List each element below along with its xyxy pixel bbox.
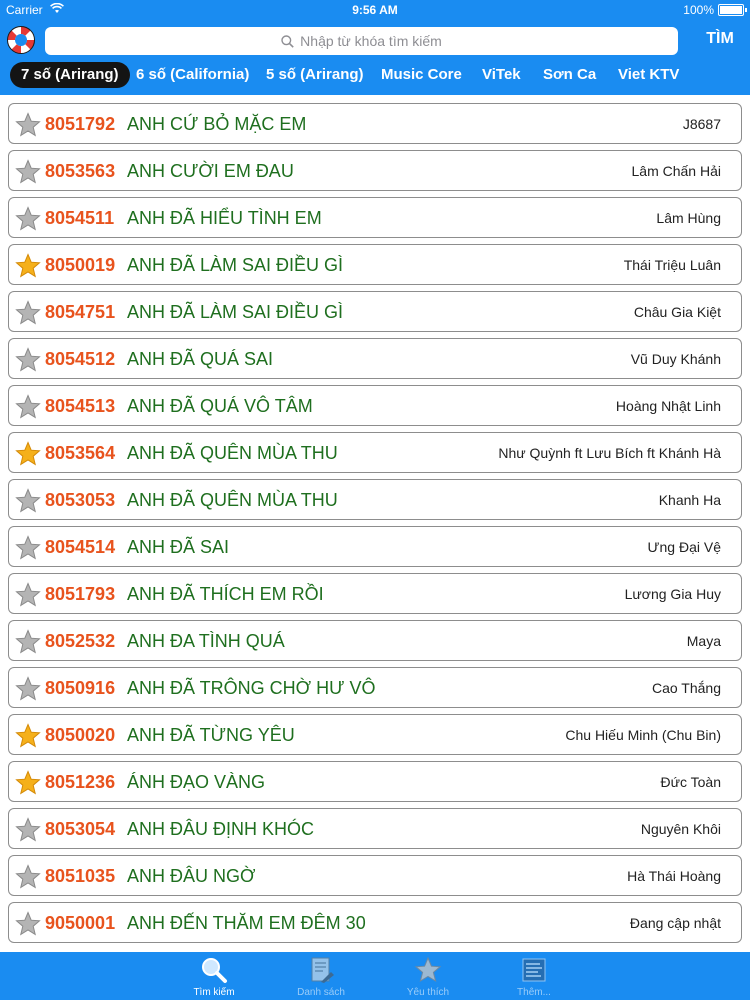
song-code: 8051792 xyxy=(45,114,116,134)
song-row[interactable] xyxy=(8,479,742,520)
search-placeholder xyxy=(45,33,678,49)
song-row[interactable] xyxy=(8,103,742,144)
lifebuoy-logo-icon xyxy=(6,25,36,55)
tab-viet-ktv[interactable]: Viet KTV xyxy=(618,66,680,83)
favorite-star-icon[interactable] xyxy=(15,394,41,420)
song-row[interactable] xyxy=(8,714,742,755)
tab-son-ca[interactable]: Sơn Ca xyxy=(543,66,597,83)
song-code: 8053563 xyxy=(45,161,116,181)
app-header xyxy=(0,0,750,95)
song-title: ANH ĐÃ LÀM SAI ĐIỀU GÌ xyxy=(127,302,344,322)
song-artist: Cao Thắng xyxy=(651,680,721,696)
favorite-star-icon[interactable] xyxy=(15,300,41,326)
tab-vitek[interactable]: ViTek xyxy=(482,66,521,83)
favorite-star-icon[interactable] xyxy=(15,676,41,702)
tab-bar-label: Tìm kiếm xyxy=(193,987,235,998)
song-title: ANH ĐÂU ĐỊNH KHÓC xyxy=(127,819,315,839)
song-code: 8053054 xyxy=(45,819,116,839)
tab-5-so-arirang[interactable]: 5 số (Arirang) xyxy=(266,66,364,83)
search-input[interactable] xyxy=(45,27,678,55)
song-title: ANH ĐÃ QUÁ SAI xyxy=(127,349,274,369)
favorite-star-icon[interactable] xyxy=(15,112,41,138)
song-code: 8051793 xyxy=(45,584,116,604)
tab-6-so-california[interactable]: 6 số (California) xyxy=(136,66,250,83)
song-row[interactable] xyxy=(8,761,742,802)
song-row[interactable] xyxy=(8,244,742,285)
song-row[interactable] xyxy=(8,855,742,896)
song-row[interactable] xyxy=(8,197,742,238)
tab-music-core[interactable]: Music Core xyxy=(381,66,462,83)
list-document-icon xyxy=(307,956,335,984)
song-title: ANH CƯỜI EM ĐAU xyxy=(127,161,294,181)
favorite-star-filled-icon[interactable] xyxy=(15,253,41,279)
song-title: ANH ĐẾN THĂM EM ĐÊM 30 xyxy=(127,913,366,933)
song-artist: Lương Gia Huy xyxy=(624,586,721,602)
favorite-star-filled-icon[interactable] xyxy=(15,770,41,796)
song-code: 8051035 xyxy=(45,866,116,886)
song-code: 8054514 xyxy=(45,537,116,557)
favorite-star-icon[interactable] xyxy=(15,206,41,232)
song-artist: Đang cập nhật xyxy=(629,915,721,931)
favorite-star-icon[interactable] xyxy=(15,864,41,890)
song-title: ANH ĐÃ QUÊN MÙA THU xyxy=(127,490,338,510)
song-artist: Hoàng Nhật Linh xyxy=(615,398,721,414)
more-icon xyxy=(520,956,548,984)
song-artist: Nguyên Khôi xyxy=(640,821,721,837)
song-code: 8053053 xyxy=(45,490,116,510)
song-title: ANH ĐÃ SAI xyxy=(127,537,230,557)
song-code: 9050001 xyxy=(45,913,116,933)
song-artist: Maya xyxy=(686,633,721,649)
song-title: ANH ĐÂU NGỜ xyxy=(127,866,256,886)
tab-bar-list[interactable] xyxy=(281,952,361,1000)
song-code: 8050020 xyxy=(45,725,116,745)
favorite-star-icon[interactable] xyxy=(15,817,41,843)
song-artist: Chu Hiếu Minh (Chu Bin) xyxy=(565,727,721,743)
favorite-star-icon[interactable] xyxy=(15,535,41,561)
song-row[interactable] xyxy=(8,667,742,708)
song-code: 8054511 xyxy=(45,208,115,228)
tab-bar-more[interactable] xyxy=(494,952,574,1000)
song-list[interactable] xyxy=(0,95,750,952)
battery-percent: 100% xyxy=(683,3,714,17)
song-code: 8053564 xyxy=(45,443,116,463)
song-artist: Vũ Duy Khánh xyxy=(630,351,721,367)
song-code: 8054512 xyxy=(45,349,116,369)
status-bar xyxy=(0,0,750,20)
bottom-tab-bar xyxy=(0,952,750,1000)
song-row[interactable] xyxy=(8,291,742,332)
song-artist: Lâm Chấn Hải xyxy=(631,163,721,179)
song-artist: Như Quỳnh ft Lưu Bích ft Khánh Hà xyxy=(498,445,721,461)
tab-bar-label: Thêm... xyxy=(517,987,551,998)
song-title: ANH ĐA TÌNH QUÁ xyxy=(127,631,285,651)
song-row[interactable] xyxy=(8,432,742,473)
favorite-star-filled-icon[interactable] xyxy=(15,441,41,467)
battery-icon xyxy=(718,4,744,16)
tab-7-so-arirang[interactable]: 7 số (Arirang) xyxy=(10,62,130,88)
song-row[interactable] xyxy=(8,385,742,426)
song-artist: Hà Thái Hoàng xyxy=(627,868,721,884)
search-placeholder-text: Nhập từ khóa tìm kiếm xyxy=(300,33,442,49)
carrier-label: Carrier xyxy=(6,3,43,17)
song-code: 8052532 xyxy=(45,631,116,651)
song-row[interactable] xyxy=(8,338,742,379)
song-code: 8050916 xyxy=(45,678,116,698)
song-row[interactable] xyxy=(8,902,742,943)
song-artist: Đức Toàn xyxy=(660,774,721,790)
song-artist: Lâm Hùng xyxy=(656,210,721,226)
star-icon xyxy=(414,956,442,984)
favorite-star-icon[interactable] xyxy=(15,159,41,185)
song-row[interactable] xyxy=(8,620,742,661)
song-code: 8054513 xyxy=(45,396,116,416)
song-artist: Ưng Đại Vệ xyxy=(647,539,721,555)
favorite-star-icon[interactable] xyxy=(15,582,41,608)
song-code: 8051236 xyxy=(45,772,116,792)
favorite-star-icon[interactable] xyxy=(15,488,41,514)
magnifier-icon xyxy=(281,35,294,48)
song-row[interactable] xyxy=(8,808,742,849)
tab-bar-label: Danh sách xyxy=(297,987,345,998)
song-artist: Khanh Ha xyxy=(658,492,721,508)
song-title: ANH ĐÃ LÀM SAI ĐIỀU GÌ xyxy=(127,255,344,275)
song-code: 8054751 xyxy=(45,302,116,322)
song-title: ANH ĐÃ THÍCH EM RỒI xyxy=(127,584,324,604)
song-title: ANH ĐÃ QUÊN MÙA THU xyxy=(127,443,338,463)
search-button[interactable]: TÌM xyxy=(706,30,734,47)
tab-bar-favorites[interactable] xyxy=(388,952,468,1000)
song-title: ANH ĐÃ TỪNG YÊU xyxy=(127,725,295,745)
song-title: ANH CỨ BỎ MẶC EM xyxy=(127,114,307,134)
song-artist: J8687 xyxy=(682,116,721,132)
favorite-star-icon[interactable] xyxy=(15,347,41,373)
search-icon xyxy=(200,956,228,984)
status-time: 9:56 AM xyxy=(352,3,398,17)
song-artist: Thái Triệu Luân xyxy=(623,257,721,273)
song-row[interactable] xyxy=(8,526,742,567)
favorite-star-icon[interactable] xyxy=(15,911,41,937)
song-code: 8050019 xyxy=(45,255,116,275)
song-row[interactable] xyxy=(8,150,742,191)
song-artist: Châu Gia Kiệt xyxy=(633,304,721,320)
favorite-star-icon[interactable] xyxy=(15,629,41,655)
tab-bar-search[interactable] xyxy=(174,952,254,1000)
category-tabs xyxy=(0,62,750,90)
song-title: ANH ĐÃ QUÁ VÔ TÂM xyxy=(127,396,313,416)
tab-bar-label: Yêu thích xyxy=(406,987,450,998)
song-title: ANH ĐÃ TRÔNG CHỜ HƯ VÔ xyxy=(127,678,376,698)
favorite-star-filled-icon[interactable] xyxy=(15,723,41,749)
song-title: ANH ĐÃ HIỂU TÌNH EM xyxy=(127,208,322,228)
song-title: ÁNH ĐẠO VÀNG xyxy=(127,772,266,792)
song-row[interactable] xyxy=(8,573,742,614)
